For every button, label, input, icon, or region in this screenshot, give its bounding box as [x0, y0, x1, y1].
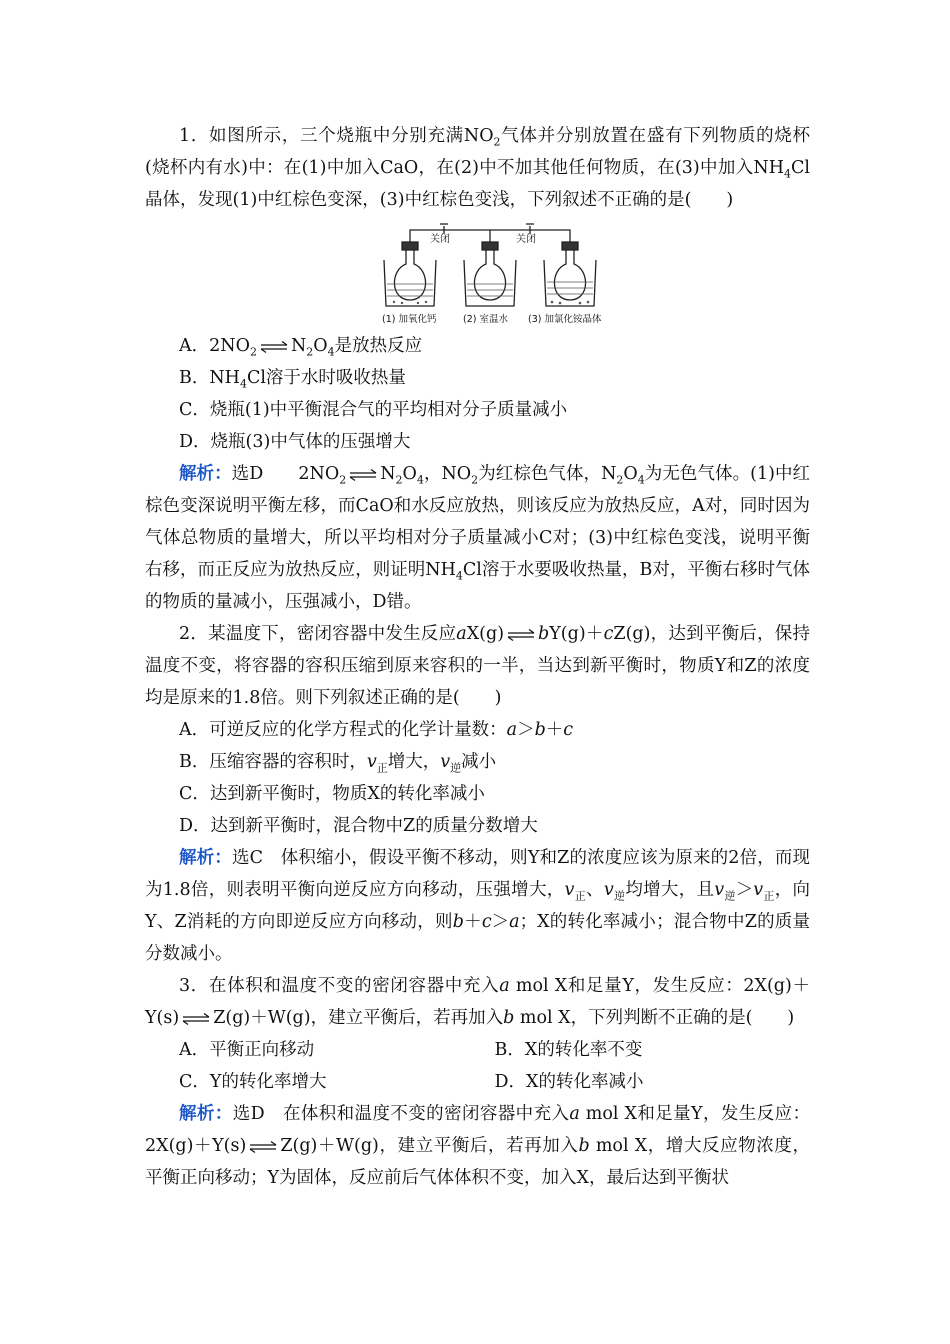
equilibrium-arrow-icon	[181, 1012, 211, 1026]
q2-option-a: A．可逆反应的化学方程式的化学计量数：a＞b＋c	[179, 720, 574, 740]
equilibrium-arrow-icon	[259, 340, 289, 354]
equilibrium-arrow-icon	[506, 628, 536, 642]
q2-option-b: B．压缩容器的容积时，$v_正$增大，$v_逆$减小	[179, 752, 497, 775]
q3-option-b: B．X的转化率不变	[494, 1040, 643, 1060]
flask-apparatus-diagram	[380, 222, 615, 326]
q3-stem: 3．在体积和温度不变的密闭容器中充入a mol X和足量Y，发生反应：2X(g)＋Y(s) Z(g)＋W(g)，建立平衡后，若再加入b mol X，下列判断不正确的是( )	[145, 976, 810, 1028]
q3-option-a: A．平衡正向移动	[179, 1040, 315, 1060]
analysis-label: 解析：	[179, 1104, 233, 1124]
q2-stem: 2．某温度下，密闭容器中发生反应aX(g) bY(g)＋cZ(g)，达到平衡后，保持温度不变，将容器的容积压缩到原来容积的一半，当达到新平衡时，物质Y和Z的浓度均是原来的1.8倍。则下列叙述正确的是( )	[145, 624, 810, 708]
q1-option-c: C．烧瓶(1)中平衡混合气的平均相对分子质量减小	[179, 400, 568, 420]
q2-option-d: D．达到新平衡时，混合物中Z的质量分数增大	[179, 816, 538, 836]
q2-option-c: C．达到新平衡时，物质X的转化率减小	[179, 784, 485, 804]
caption-3: (3) 加氯化铵晶体	[528, 314, 602, 325]
valve-label-2: 关闭	[516, 234, 536, 245]
q1-stem: 1．如图所示，三个烧瓶中分别充满$NO_2$气体并分别放置在盛有下列物质的烧杯(烧杯内有水)中：在(1)中加入CaO，在(2)中不加其他任何物质，在(3)中加入$NH_4Cl$晶体，发现(1)中红棕色变深，(3)中红棕色变浅，下列叙述不正确的是( )	[145, 126, 810, 210]
q3-option-c: C．Y的转化率增大	[179, 1072, 327, 1092]
q3-analysis: 解析：选D 在体积和温度不变的密闭容器中充入a mol X和足量Y，发生反应：2X(g)＋Y(s) Z(g)＋W(g)，建立平衡后，若再加入b mol X，增大反应物浓度，平衡正向移动；Y为固体，反应前后气体体积不变，加入X，最后达到平衡状	[145, 1104, 811, 1188]
q1-analysis: 解析：选D $2NO_2$ $N_2O_4$，$NO_2$为红棕色气体，$N_2O_4$为无色气体。(1)中红棕色变深说明平衡左移，而CaO和水反应放热，则该反应为放热反应，A对，同时因为气体总物质的量增大，所以平均相对分子质量减小C对；(3)中红棕色变浅，说明平衡右移，而正反应为放热反应，则证明$NH_4Cl$溶于水要吸收热量，B对，平衡右移时气体的物质的量减小，压强减小，D错。	[145, 464, 811, 612]
q2-analysis: 解析：选C 体积缩小，假设平衡不移动，则Y和Z的浓度应该为原来的2倍，而现为1.8倍，则表明平衡向逆反应方向移动，压强增大，$v_正$、$v_逆$均增大，且$v_逆>v_正$，向Y、Z消耗的方向即逆反应方向移动，则b＋c＞a；X的转化率减小；混合物中Z的质量分数减小。	[145, 848, 811, 964]
q3-options-row-2	[145, 1066, 810, 1098]
equilibrium-arrow-icon	[348, 468, 378, 482]
q3-option-d: D．X的转化率减小	[494, 1072, 644, 1092]
q1-option-a: A．$2NO_2$ $N_2O_4$是放热反应	[179, 336, 423, 359]
flask-apparatus-figure	[145, 222, 810, 326]
analysis-label: 解析：	[179, 464, 232, 484]
document-page	[145, 120, 810, 1194]
equilibrium-arrow-icon	[248, 1140, 278, 1154]
q1-option-d: D．烧瓶(3)中气体的压强增大	[179, 432, 411, 452]
q1-option-b: B．$NH_4Cl$溶于水时吸收热量	[179, 368, 406, 391]
q3-options-row-1	[145, 1034, 810, 1066]
valve-label-1: 关闭	[430, 234, 450, 245]
caption-2: (2) 室温水	[463, 314, 508, 325]
caption-1: (1) 加氧化钙	[382, 314, 437, 325]
analysis-label: 解析：	[179, 848, 232, 868]
